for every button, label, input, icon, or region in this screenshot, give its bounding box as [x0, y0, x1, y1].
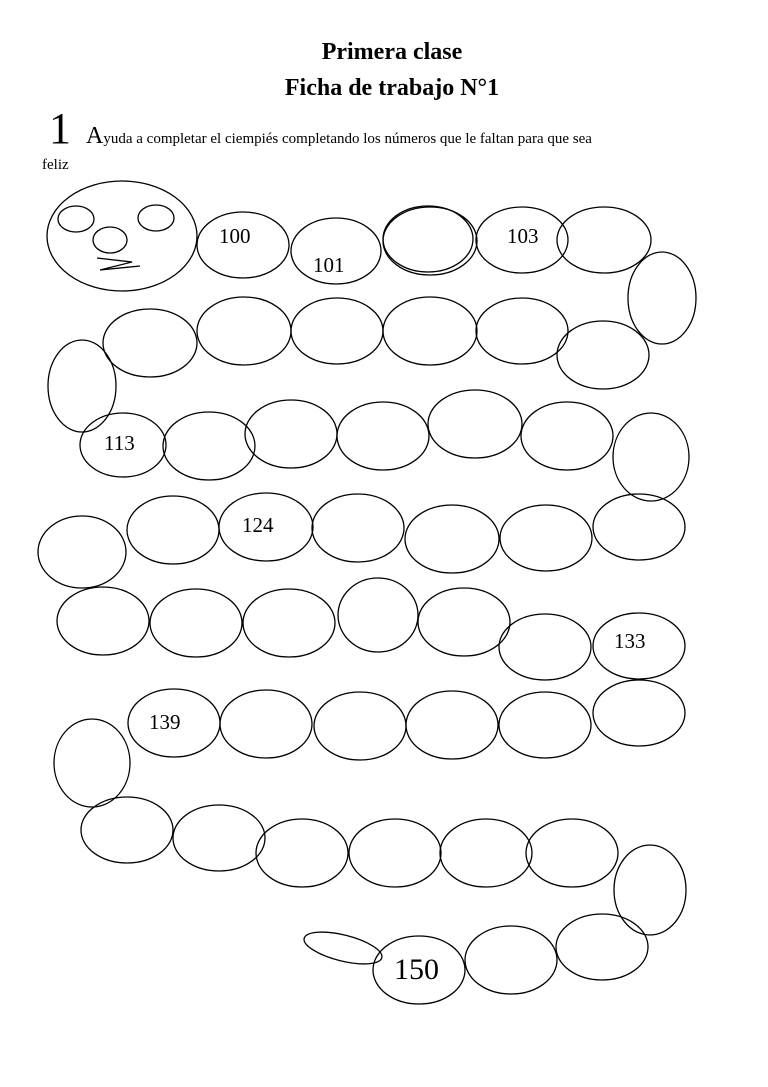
exercise-number: 1: [49, 104, 71, 153]
segment-number: 101: [313, 253, 345, 277]
segment-row7-1: [81, 797, 173, 863]
segment-turn-3: [613, 413, 689, 501]
segment-row3-4: [337, 402, 429, 470]
segment-row5-5: [418, 588, 510, 656]
segment-row4-1: [593, 494, 685, 560]
segment-row6-3: [406, 691, 498, 759]
segment-row2-5: [197, 297, 291, 365]
instruction-text: yuda a completar el ciempiés completando los números que le faltan para que sea: [103, 131, 592, 147]
segment-row7-4: [349, 819, 441, 887]
segment-row3-3: [245, 400, 337, 468]
segment-row2-2: [476, 298, 568, 364]
segment-row2-4: [291, 298, 383, 364]
segment-row6-4: [314, 692, 406, 760]
segment-row1-3-outline: [383, 206, 473, 272]
segment-row6-1: [593, 680, 685, 746]
segment-row1-3: [383, 207, 477, 275]
segment-row7-2: [173, 805, 265, 871]
segment-number: 100: [219, 224, 251, 248]
segment-number: 139: [149, 710, 181, 734]
segment-turn-1: [628, 252, 696, 344]
segment-number: 150: [394, 953, 439, 986]
head-outline: [47, 181, 197, 291]
mouth-shape: [97, 258, 140, 270]
segment-row6-2: [499, 692, 591, 758]
segment-row5-4: [338, 578, 418, 652]
page-subtitle: Ficha de trabajo N°1: [284, 75, 500, 101]
right-eye-shape: [138, 205, 174, 231]
left-eye-shape: [58, 206, 94, 232]
segment-row6-5: [220, 690, 312, 758]
segment-row4-4: [312, 494, 404, 562]
segment-row5-6: [499, 614, 591, 680]
segment-row4-3: [405, 505, 499, 573]
segment-row2-1: [557, 321, 649, 389]
segment-turn-6: [54, 719, 130, 807]
segment-row3-2: [163, 412, 255, 480]
segment-row8-1: [556, 914, 648, 980]
page-title: Primera clase: [321, 39, 463, 65]
segment-row5-2: [150, 589, 242, 657]
segment-turn-4: [38, 516, 126, 588]
segment-row5-3: [243, 589, 335, 657]
nose-shape: [93, 227, 127, 253]
centipede-tail: [301, 926, 385, 971]
segment-row8-2: [465, 926, 557, 994]
segment-row3-5: [428, 390, 522, 458]
segment-row1-5: [557, 207, 651, 273]
segment-number: 103: [507, 224, 539, 248]
instruction-initial: A: [86, 123, 104, 149]
segment-number: 113: [104, 431, 135, 455]
segment-row7-5: [440, 819, 532, 887]
instruction-continuation: feliz: [42, 157, 69, 173]
segment-row7-6: [526, 819, 618, 887]
segment-row5-1: [57, 587, 149, 655]
segment-row2-6: [103, 309, 197, 377]
centipede-head: [47, 181, 197, 291]
segment-row2-3: [383, 297, 477, 365]
segment-row3-6: [521, 402, 613, 470]
segment-number: 124: [242, 513, 274, 537]
segment-turn-7: [614, 845, 686, 935]
segment-row4-6: [127, 496, 219, 564]
segment-row7-3: [256, 819, 348, 887]
segment-number: 133: [614, 629, 646, 653]
segment-turn-2: [48, 340, 116, 432]
segment-row4-2: [500, 505, 592, 571]
